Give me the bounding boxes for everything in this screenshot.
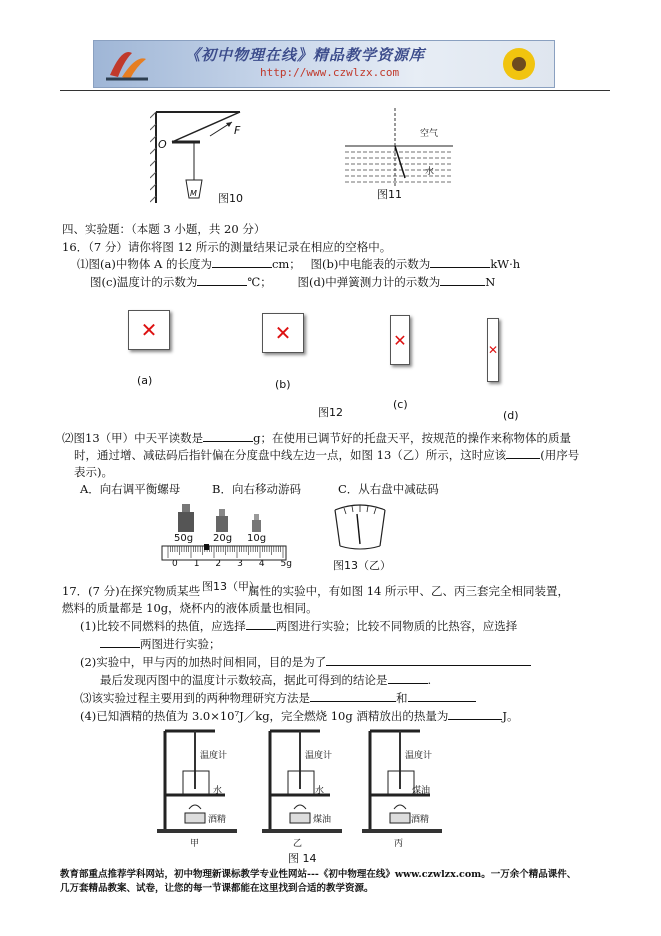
q17-s1-cont <box>100 636 221 652</box>
option-b: B．向右移动游码 <box>212 482 301 496</box>
tick-4: 4 <box>258 559 265 569</box>
q16-intro: 16．（7 分）请你将图 12 所示的测量结果记录在相应的空格中。 <box>62 240 392 254</box>
fig14-bing-liquid: 煤油 <box>412 786 431 796</box>
footer-line-1: 教育部重点推荐学科网站，初中物理新课标教学专业性网站---《初中物理在线》www.czwlzx.com。一万余个精品课件、 <box>60 869 577 880</box>
site-logo <box>102 45 152 83</box>
q16-p2-line2-b: (用序号 <box>540 448 580 462</box>
fig11-caption: 图11 <box>377 188 402 201</box>
answer-blank-17-3a[interactable] <box>310 690 396 702</box>
q16-p2-line1 <box>62 430 571 446</box>
q16-p2-line2 <box>74 447 579 463</box>
fig14-yi-liquid: 水 <box>315 786 325 796</box>
tick-0: 0 <box>172 559 178 569</box>
fig12d-broken-image-icon: ✕ <box>487 318 499 382</box>
fig10-label-o: O <box>158 138 167 151</box>
fig13-weights <box>170 500 285 536</box>
q17-s3 <box>80 690 476 706</box>
weight-20g: 20g <box>213 533 233 544</box>
q17-s1-c: 两图进行实验； <box>140 637 221 651</box>
answer-blank-17-2a[interactable] <box>326 654 531 666</box>
fig14-bing-fuel: 酒精 <box>411 815 430 825</box>
q16-p1-d-unit: N <box>485 275 496 289</box>
q16-p2-line2-a: 时，通过增、减砝码后指针偏在分度盘中线左边一点，如图 13（乙）所示，这时应该 <box>74 448 507 462</box>
q17-s2-c: . <box>427 673 432 687</box>
fig14-caption: 图 14 <box>288 852 317 865</box>
q17-s3-a: ⑶该实验过程主要用到的两种物理研究方法是 <box>80 691 310 705</box>
q16-p1-row1 <box>77 256 520 272</box>
q16-p1-c-unit: ℃； <box>247 275 272 289</box>
section-title: 四、实验题：（本题 3 小题，共 20 分） <box>62 222 266 236</box>
q17-line1-a: 17．(7 分)在探究物质某些 <box>62 584 201 598</box>
fig13-jia-caption: 图13（甲） <box>202 580 260 593</box>
tick-1: 1 <box>193 559 200 569</box>
q16-p1-d-text: 图(d)中弹簧测力计的示数为 <box>297 275 441 289</box>
answer-blank-17-1b[interactable] <box>100 636 140 648</box>
footer-line-2: 几万套精品教案、试卷，让您的每一节课都能在这里找到合适的教学资源。 <box>60 883 374 894</box>
fig14-jia-fuel: 酒精 <box>208 815 227 825</box>
answer-blank-17-3b[interactable] <box>408 690 476 702</box>
sunflower-decoration <box>489 43 549 85</box>
q16-p1-b-unit: kW·h <box>490 257 521 271</box>
fig13-yi-caption: 图13（乙） <box>333 559 391 572</box>
q17-s4 <box>80 708 518 724</box>
weight-10g: 10g <box>247 533 267 544</box>
tick-3: 3 <box>237 559 243 569</box>
q16-p2-line1-a: ⑵图13（甲）中天平读数是 <box>62 431 204 445</box>
q16-p2-line3: 表示)。 <box>74 465 113 479</box>
banner-url: http://www.czwlzx.com <box>260 66 400 79</box>
footer <box>60 868 620 896</box>
q17-line2: 燃料的质量都是 10g，烧杯内的液体质量也相同。 <box>62 601 318 615</box>
fig10-caption: 图10 <box>218 192 243 205</box>
q17-s4-b: J。 <box>502 709 519 723</box>
weight-50g: 50g <box>174 533 194 544</box>
fig14-yi-fuel: 煤油 <box>313 815 332 825</box>
answer-blank-d[interactable] <box>440 274 485 286</box>
fig12d-label: (d) <box>503 409 519 422</box>
answer-blank-17-1a[interactable] <box>246 618 276 630</box>
scale-tick-labels <box>172 559 292 569</box>
tick-5: 5g <box>280 559 292 569</box>
q16-p1-row2 <box>90 274 495 290</box>
answer-blank-c[interactable] <box>197 274 247 286</box>
q17-line1 <box>62 583 569 599</box>
q17-line1-b: 属性的实验中，有如图 14 所示甲、乙、丙三套完全相同装置， <box>248 584 570 598</box>
option-c: C．从右盘中减砝码 <box>338 482 439 496</box>
answer-blank-option[interactable] <box>506 447 540 459</box>
fig12-caption: 图12 <box>318 406 343 419</box>
fig14-jia-name: 甲 <box>190 839 200 849</box>
q17-s1-b: 两图进行实验；比较不同物质的比热容，应选择 <box>275 619 518 633</box>
fig12b-broken-image-icon: ✕ <box>262 313 304 353</box>
answer-blank-a[interactable] <box>212 256 272 268</box>
fig11-label-water: 水 <box>425 167 435 177</box>
fig14-jia-liquid: 水 <box>213 786 223 796</box>
q17-s2-a: (2)实验中，甲与丙的加热时间相同，目的是为了 <box>80 655 327 669</box>
fig12a-label: (a) <box>137 374 153 387</box>
q16-p1-a-unit: cm； <box>271 257 301 271</box>
figure-11-refraction <box>345 108 455 188</box>
fig14-jia-thermo: 温度计 <box>200 751 228 761</box>
q17-s1-a: (1)比较不同燃料的热值，应选择 <box>80 619 246 633</box>
fig11-label-air: 空气 <box>420 129 439 139</box>
tick-2: 2 <box>215 559 222 569</box>
fig14-yi-name: 乙 <box>293 839 303 849</box>
option-a: A．向右调平衡螺母 <box>80 482 181 496</box>
q17-s2-cont <box>100 672 431 688</box>
q17-s2-b: 最后发现丙图中的温度计示数较高，据此可得到的结论是 <box>100 673 388 687</box>
fig12a-broken-image-icon: ✕ <box>128 310 170 350</box>
fig14-bing-thermo: 温度计 <box>405 751 433 761</box>
fig10-label-m: M <box>190 189 197 198</box>
q16-p1-a-text: ⑴图(a)中物体 A 的长度为 <box>77 257 212 271</box>
fig12b-label: (b) <box>275 378 291 391</box>
q16-p2-line1-b: g；在使用已调节好的托盘天平，按规范的操作来称物体的质量 <box>253 431 571 445</box>
fig12c-broken-image-icon: ✕ <box>390 315 410 365</box>
q16-p1-c-text: 图(c)温度计的示数为 <box>90 275 198 289</box>
fig12c-label: (c) <box>393 398 408 411</box>
answer-blank-17-4[interactable] <box>448 708 502 720</box>
q17-s2 <box>80 654 531 670</box>
header-divider <box>60 90 610 91</box>
q17-s1 <box>80 618 517 634</box>
answer-blank-b[interactable] <box>430 256 490 268</box>
fig14-yi-thermo: 温度计 <box>305 751 333 761</box>
q17-s4-a: (4)已知酒精的热值为 3.0×10⁷J／kg，完全燃烧 10g 酒精放出的热量为 <box>80 709 449 723</box>
answer-blank-17-2b[interactable] <box>388 672 428 684</box>
q16-p1-b-text: 图(b)中电能表的示数为 <box>310 257 431 271</box>
fig14-bing-name: 丙 <box>394 839 404 849</box>
answer-blank-balance[interactable] <box>203 430 253 442</box>
fig13-dial <box>330 498 390 553</box>
fig14-apparatus <box>155 727 455 837</box>
banner-title: 《初中物理在线》精品教学资源库 <box>185 46 426 64</box>
q17-s3-b: 和 <box>396 691 408 705</box>
fig10-label-f: F <box>234 124 241 137</box>
